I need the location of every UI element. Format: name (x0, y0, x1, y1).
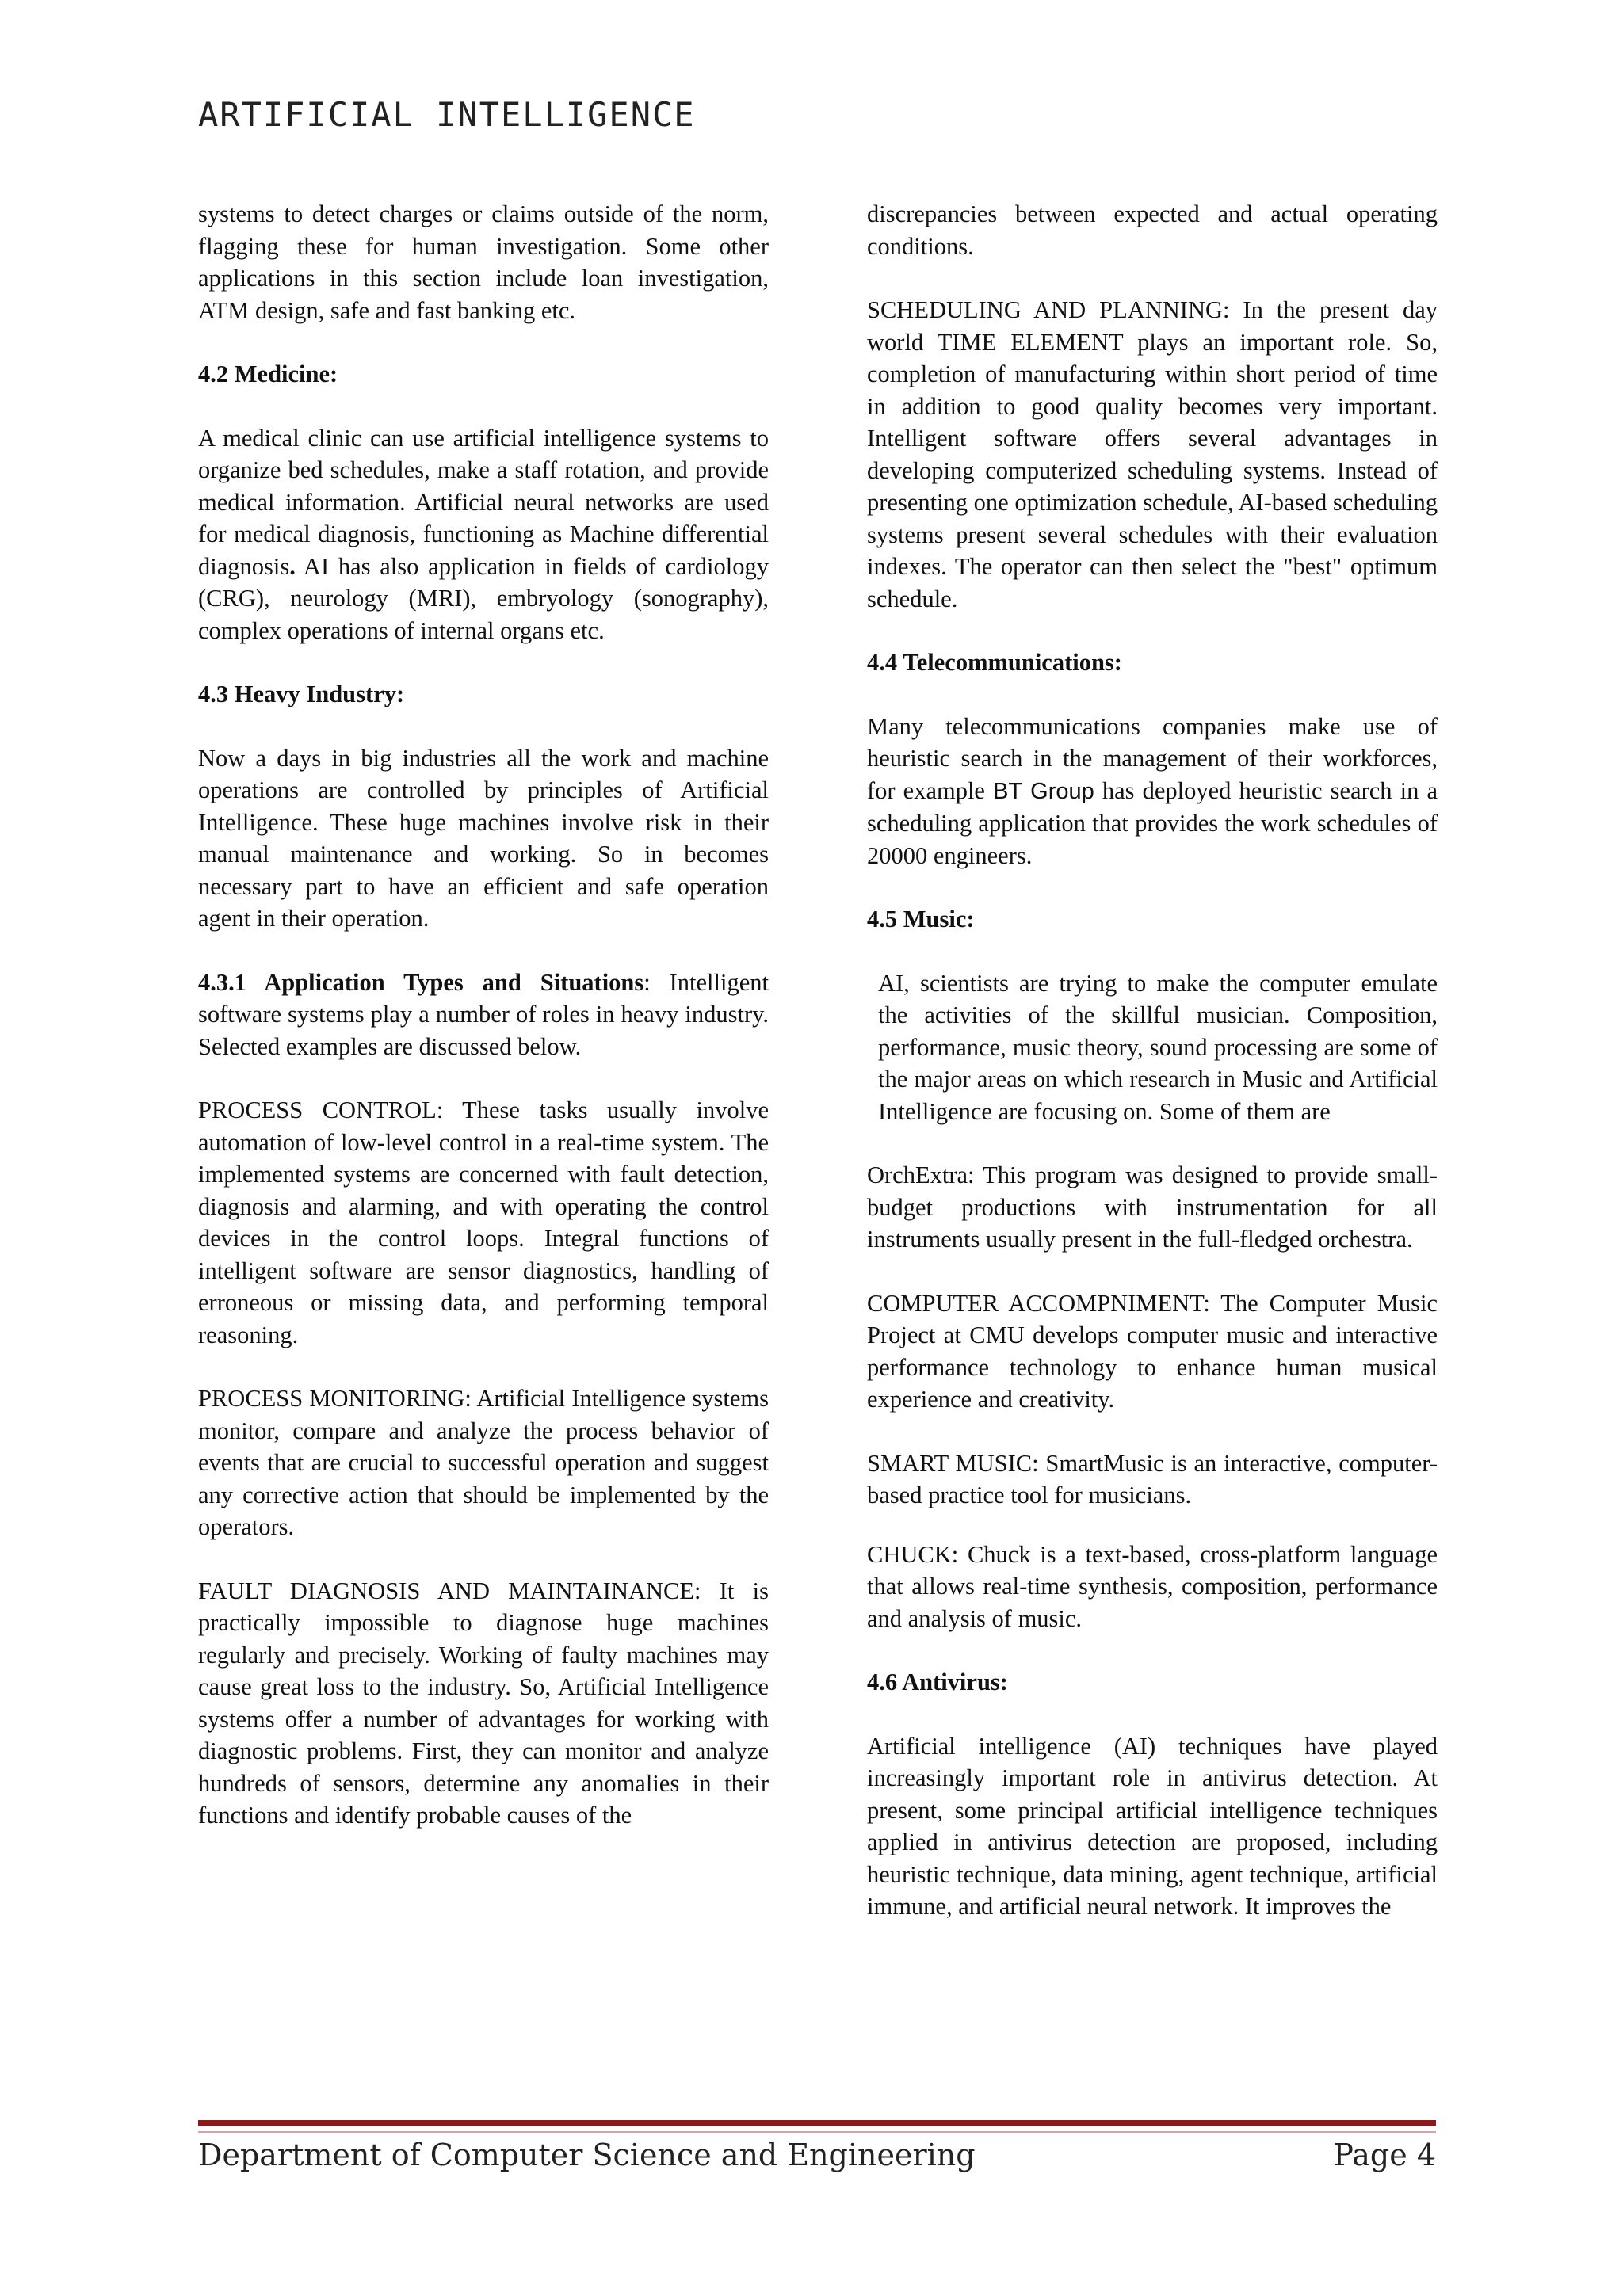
paragraph-chuck: CHUCK: Chuck is a text-based, cross-platform language that allows real-time synthesis, composition, performance and analysis of music. (867, 1540, 1438, 1632)
running-header: ARTIFICIAL INTELLIGENCE (198, 95, 696, 134)
left-column (198, 198, 769, 1863)
paragraph-banking-continued: systems to detect charges or claims outside of the norm, flagging these for human investigation. Some other applications in this section include loan investigation, ATM design, safe and fast banking etc. (198, 200, 769, 324)
footer-rule-thin (198, 2131, 1436, 2133)
paragraph-application-types (198, 967, 769, 1063)
paragraph-computer-accompaniment: COMPUTER ACCOMPNIMENT: The Computer Music Project at CMU develops computer music and interactive performance technology to enhance human musical experience and creativity. (867, 1289, 1438, 1413)
paragraph-telecommunications (867, 711, 1438, 872)
paragraph-medicine (198, 422, 769, 647)
paragraph-smart-music: SMART MUSIC: SmartMusic is an interactive, computer-based practice tool for musicians. (867, 1449, 1438, 1508)
paragraph-discrepancies: discrepancies between expected and actual operating conditions. (867, 200, 1438, 260)
paragraph-music: AI, scientists are trying to make the computer emulate the activities of the skillful musician. Composition, performance, music theory, sound processing are some of the major areas on which research in Music and Artificial Intelligence are focusing on. Some of them are (878, 969, 1438, 1125)
footer-rule-thick (198, 2120, 1436, 2126)
medicine-bold-dot: . (289, 552, 296, 580)
paragraph-antivirus: Artificial intelligence (AI) techniques have played increasingly important role in antivirus detection. At present, some principal artificial intelligence techniques applied in antivirus detection are proposed, including heuristic technique, data mining, agent technique, artificial immune, and artificial neural network. It improves the (867, 1732, 1438, 1920)
heading-telecommunications: 4.4 Telecommunications: (867, 649, 1122, 676)
paragraph-orchextra: OrchExtra: This program was designed to provide small-budget productions with instrumentation for all instruments usually present in the full-fledged orchestra. (867, 1161, 1438, 1253)
paragraph-process-control: PROCESS CONTROL: These tasks usually involve automation of low-level control in a real-time system. The implemented systems are concerned with fault detection, diagnosis and alarming, and with operating the control devices in the control loops. Integral functions of intelligent software are sensor diagnostics, handling of erroneous or missing data, and performing temporal reasoning. (198, 1097, 769, 1348)
telecom-text-b: has deployed heuristic search in a scheduling application that provides the work schedules of 20000 engineers. (867, 776, 1438, 869)
paragraph-fault-diagnosis: FAULT DIAGNOSIS AND MAINTAINANCE: It is practically impossible to diagnose huge machines regularly and precisely. Working of faulty machines may cause great loss to the industry. So, Artificial Intelligence systems offer a number of advantages for working with diagnostic problems. First, they can monitor and analyze hundreds of sensors, determine any anomalies in their functions and identify probable causes of the (198, 1577, 769, 1829)
telecom-bt-group: BT Group (993, 778, 1094, 804)
right-column (867, 198, 1438, 1955)
application-types-text: : Intelligent software systems play a number of roles in heavy industry. Selected examples are discussed below. (198, 968, 769, 1060)
running-footer (198, 2138, 1436, 2172)
footer-department: Department of Computer Science and Engineering (198, 2138, 976, 2172)
footer-page-number: Page 4 (1333, 2138, 1436, 2172)
heading-heavy-industry: 4.3 Heavy Industry: (198, 681, 405, 707)
heading-medicine: 4.2 Medicine: (198, 360, 338, 387)
heading-antivirus: 4.6 Antivirus: (867, 1669, 1008, 1695)
subheading-application-types: 4.3.1 Application Types and Situations (198, 968, 644, 996)
medicine-text-a: A medical clinic can use artificial intelligence systems to organize bed schedules, make a staff rotation, and provide medical information. Artificial neural networks are used for medical diagnosis, functioning as Machine differential diagnosis (198, 424, 769, 580)
paragraph-heavy-industry: Now a days in big industries all the work and machine operations are controlled by principles of Artificial Intelligence. These huge machines involve risk in their manual maintenance and working. So in becomes necessary part to have an efficient and safe operation agent in their operation. (198, 744, 769, 932)
paragraph-scheduling: SCHEDULING AND PLANNING: In the present day world TIME ELEMENT plays an important role. So, completion of manufacturing within short period of time in addition to good quality becomes very important. Intelligent software offers several advantages in developing computerized scheduling systems. Instead of presenting one optimization schedule, AI-based scheduling systems present several schedules with their evaluation indexes. The operator can then select the "best" optimum schedule. (867, 296, 1438, 612)
heading-music: 4.5 Music: (867, 906, 975, 933)
telecom-text-a: Many telecommunications companies make use of heuristic search in the management of their workforces, for example (867, 712, 1438, 804)
paragraph-process-monitoring: PROCESS MONITORING: Artificial Intelligence systems monitor, compare and analyze the process behavior of events that are crucial to successful operation and suggest any corrective action that should be implemented by the operators. (198, 1385, 769, 1540)
medicine-text-b: AI has also application in fields of cardiology (CRG), neurology (MRI), embryology (sonography), complex operations of internal organs etc. (198, 552, 769, 644)
